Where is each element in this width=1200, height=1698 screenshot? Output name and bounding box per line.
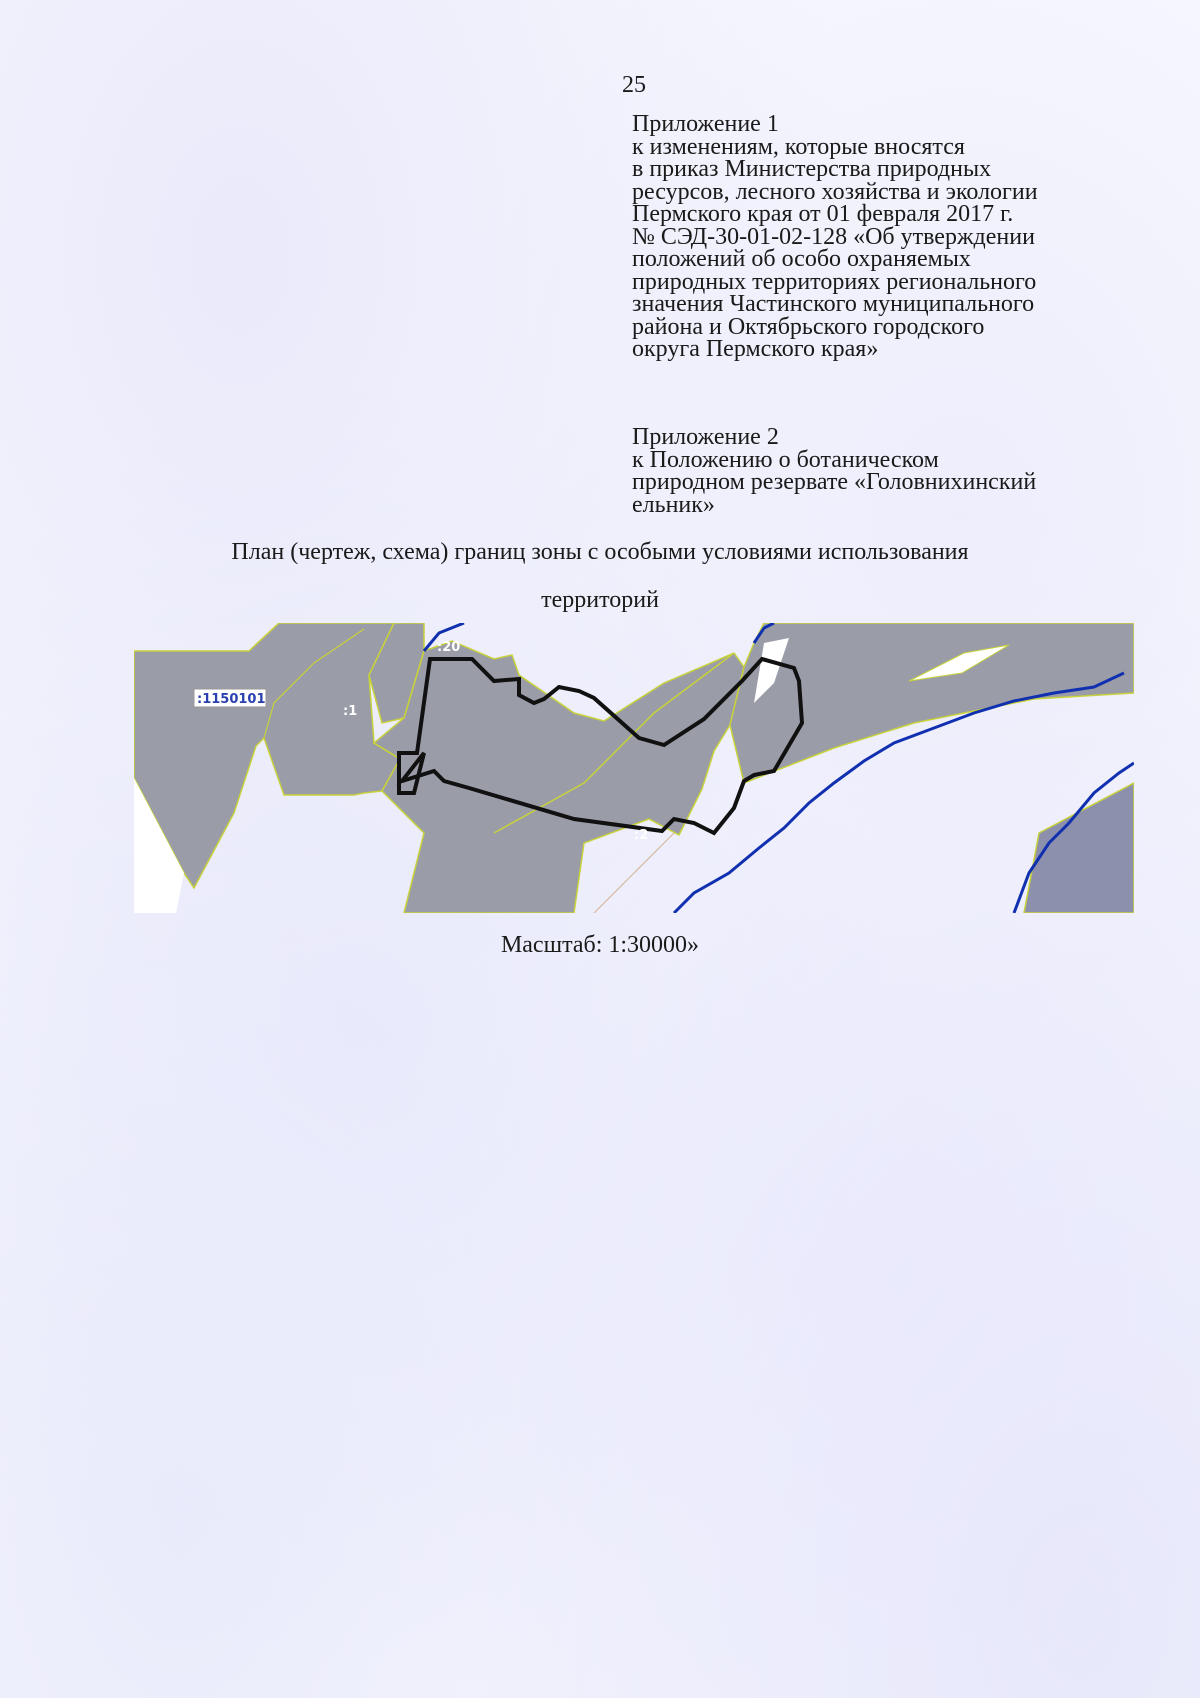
parcel-2-area (374, 641, 744, 913)
parcel-1-area (134, 623, 400, 888)
appendix-2-line: к Положению о ботаническом (632, 446, 939, 473)
appendix-1-block (632, 113, 1152, 361)
plan-title-line-2: территорий (541, 587, 659, 613)
page-number: 25 (622, 72, 646, 98)
appendix-2-line: Приложение 2 (632, 424, 779, 450)
cadastral-map (134, 623, 1134, 913)
parcel-1-label: :1 (343, 704, 358, 719)
parcel-2-label: :2 (634, 828, 649, 843)
appendix-2-line: ельник» (632, 491, 715, 518)
appendix-2-block (632, 426, 1152, 516)
road-line (594, 833, 674, 913)
cadastral-map-svg (134, 623, 1134, 913)
parcel-right-area (730, 623, 1134, 783)
appendix-1-line: № СЭД-30-01-02-128 «Об утверждении (632, 223, 1035, 250)
appendix-1-line: ресурсов, лесного хозяйства и экологии (632, 178, 1038, 205)
appendix-1-line: природных территориях регионального (632, 268, 1037, 295)
appendix-1-line: Пермского края от 01 февраля 2017 г. (632, 201, 1014, 227)
appendix-1-line: положений об особо охраняемых (632, 246, 971, 272)
appendix-1-line: к изменениям, которые вносятся (632, 133, 965, 160)
parcel-20-label: :20 (437, 640, 461, 655)
appendix-1-line: района и Октябрьского городского (632, 313, 985, 340)
map-scale: Масштаб: 1:30000» (500, 932, 700, 958)
appendix-1-line: округа Пермского края» (632, 336, 879, 362)
plan-title (100, 528, 1100, 624)
appendix-2-line: природном резервате «Головнихинский (632, 469, 1037, 495)
quarter-label: :1150101 (197, 692, 266, 707)
appendix-1-line: в приказ Министерства природных (632, 156, 992, 182)
parcel-bottom-right (1024, 783, 1134, 913)
appendix-1-line: Приложение 1 (632, 111, 779, 137)
appendix-1-line: значения Частинского муниципального (632, 291, 1035, 317)
plan-title-line-1: План (чертеж, схема) границ зоны с особыми условиями использования (231, 539, 969, 565)
